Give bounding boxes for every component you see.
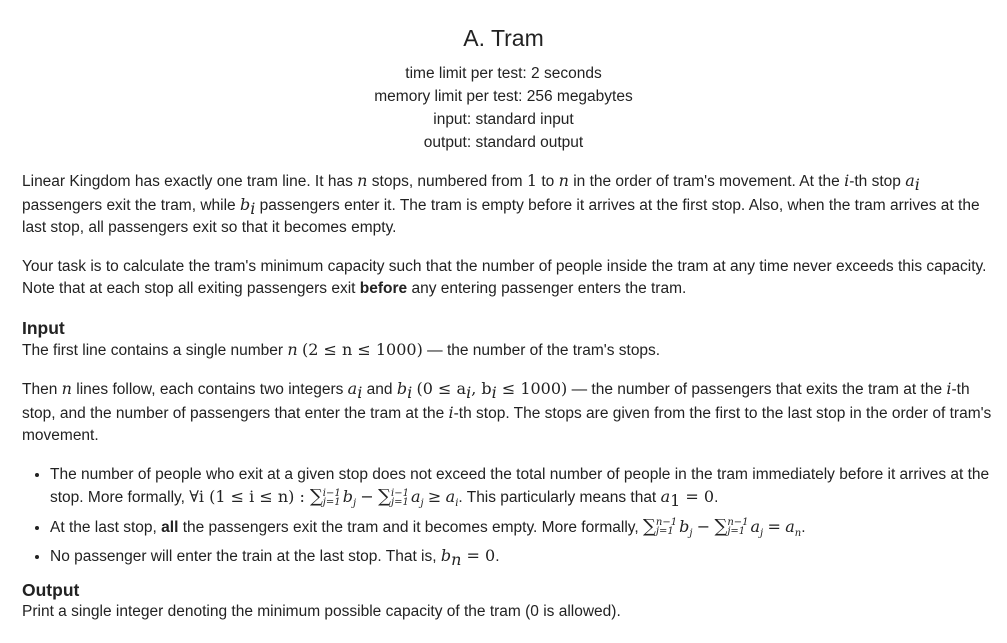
input-paragraph-2: Then n lines follow, each contains two integers $a_i$ and $b_i$ ($0 \le a_i$, $b_i \le 1000$) — the number of passengers that exits the tram at the i-th stop, and the number of passengers that enter the tram at the i-th stop. The stops are given from the first to the last stop in the order of tram's movement. (22, 379, 992, 444)
memory-limit: memory limit per test: 256 megabytes (374, 88, 633, 105)
list-item: • No passenger will enter the train at the last stop. That is, $b_n = 0$. (50, 545, 997, 569)
problem-limits (0, 62, 1007, 154)
output-description: Print a single integer denoting the minimum possible capacity of the tram (0 is allowed). (22, 602, 621, 620)
output-section-title: Output (22, 579, 80, 600)
problem-statement (22, 170, 997, 623)
list-item: • The number of people who exit at a given stop does not exceed the total number of people in the tram immediately before it arrives at the stop. More formally, ∀i (1 ≤ i ≤ n) : ∑ i−1 j=1 $b_j$ − ∑ i−1 j=1 $a_j \ge a_i$. This particularly means that $a_1 = 0$. (50, 464, 997, 510)
input-constraints-list (22, 464, 997, 569)
input-file: input: standard input (433, 111, 574, 128)
time-limit: time limit per test: 2 seconds (405, 65, 602, 82)
output-file: output: standard output (423, 134, 584, 151)
statement-paragraph-1: Linear Kingdom has exactly one tram line. It has n stops, numbered from 1 to n in the order of tram's movement. At the i-th stop $a_i$ passengers exit the tram, while $b_i$ passengers enter it. The tram is empty before it arrives at the first stop. Also, when the tram arrives at the last stop, all passengers exit so that it becomes empty. (22, 171, 980, 236)
input-paragraph-1: The first line contains a single number n (2 ≤ n ≤ 1000) — the number of the tram's stops. (22, 339, 661, 359)
list-item: • At the last stop, all the passengers exit the tram and it becomes empty. More formally, ∑ n−1 j=1 $b_j$ − ∑ n−1 j=1 $a_j = a_n$. (50, 516, 997, 540)
input-section-title: Input (22, 317, 65, 338)
problem-header (0, 24, 1007, 154)
problem-title: A. Tram (463, 25, 544, 51)
statement-paragraph-2: Your task is to calculate the tram's minimum capacity such that the number of people inside the tram at any time never exceeds this capacity. Note that at each stop all exiting passengers exit before any entering passenger enters the tram. (22, 257, 987, 297)
